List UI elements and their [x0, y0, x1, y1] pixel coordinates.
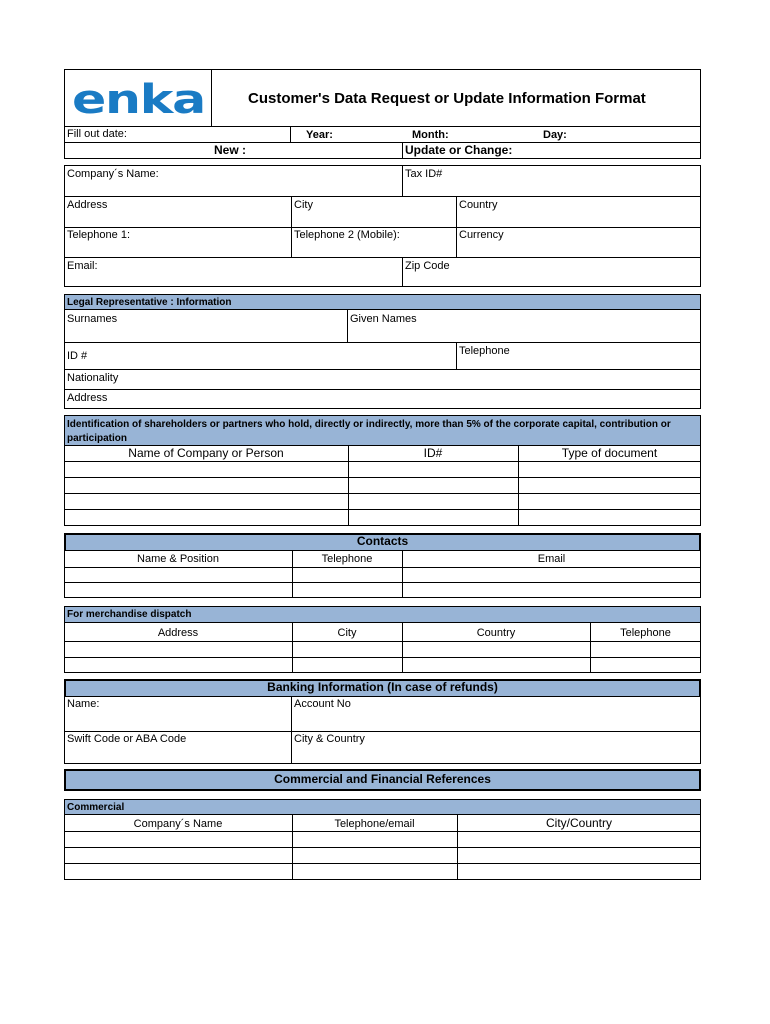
nationality-field[interactable]: Nationality — [67, 372, 119, 384]
sh-line-4 — [64, 509, 701, 510]
date-divider-2 — [402, 142, 403, 159]
address-field[interactable]: Address — [67, 199, 108, 211]
banking-section — [64, 696, 701, 764]
company-div-d — [402, 257, 403, 287]
company-section — [64, 165, 701, 287]
dispatch-header-label: For merchandise dispatch — [67, 609, 192, 620]
sh-line-3 — [64, 493, 701, 494]
tax-id-field[interactable]: Tax ID# — [405, 168, 443, 180]
dp-col-city: City — [337, 627, 357, 639]
sh-line-2 — [64, 477, 701, 478]
dp-col-telephone: Telephone — [620, 627, 671, 639]
currency-field[interactable]: Currency — [459, 229, 504, 241]
banking-header-label: Banking Information (In case of refunds) — [267, 680, 498, 694]
new-label[interactable]: New : — [214, 143, 247, 157]
bank-name-field[interactable]: Name: — [67, 698, 100, 710]
date-divider-1 — [290, 126, 291, 142]
commercial-header — [64, 799, 701, 815]
legal-line-1 — [64, 342, 701, 343]
date-row-line — [64, 142, 701, 143]
month-label: Month: — [412, 129, 449, 141]
company-div-b — [291, 196, 292, 257]
shareholders-header-line2: participation — [67, 433, 128, 444]
company-div-c — [456, 196, 457, 257]
bk-div-a — [291, 696, 292, 764]
given-names-field[interactable]: Given Names — [350, 313, 417, 325]
legal-header-label: Legal Representative : Information — [67, 297, 232, 308]
legal-div-b — [456, 342, 457, 369]
city-field[interactable]: City — [294, 199, 313, 211]
company-line-2 — [64, 227, 701, 228]
rf-col-company: Company´s Name — [133, 818, 223, 830]
ct-col-email: Email — [537, 553, 566, 565]
company-line-1 — [64, 196, 701, 197]
dp-line-1 — [64, 641, 701, 642]
rf-col-city-country: City/Country — [545, 816, 613, 830]
rf-line-1 — [64, 831, 701, 832]
legal-address-field[interactable]: Address — [67, 392, 108, 404]
ct-col-name: Name & Position — [137, 553, 219, 565]
svg-text:enka: enka — [72, 82, 205, 118]
sh-line-1 — [64, 461, 701, 462]
surnames-field[interactable]: Surnames — [67, 313, 118, 325]
bank-city-country-field[interactable]: City & Country — [294, 733, 365, 745]
country-field[interactable]: Country — [459, 199, 498, 211]
company-name-field[interactable]: Company´s Name: — [67, 168, 159, 180]
day-label: Day: — [543, 129, 567, 141]
contacts-header-label: Contacts — [356, 534, 409, 548]
sh-col-id: ID# — [423, 446, 443, 460]
ct-col-phone: Telephone — [321, 553, 373, 565]
company-logo — [72, 82, 207, 118]
company-line-3 — [64, 257, 701, 258]
sh-col-name: Name of Company or Person — [128, 446, 284, 460]
rf-col-telephone: Telephone/email — [334, 818, 415, 830]
zip-code-field[interactable]: Zip Code — [405, 260, 450, 272]
shareholders-header-line1: Identification of shareholders or partners who hold, directly or indirectly, more than 5% of the corporate capital, contribution or — [67, 419, 671, 430]
account-no-field[interactable]: Account No — [294, 698, 351, 710]
telephone2-field[interactable]: Telephone 2 (Mobile): — [294, 229, 400, 241]
rf-line-3 — [64, 863, 701, 864]
rf-line-2 — [64, 847, 701, 848]
id-field[interactable]: ID # — [67, 350, 88, 362]
dp-line-2 — [64, 657, 701, 658]
enka-logo-icon — [72, 82, 207, 118]
dp-col-country: Country — [476, 627, 516, 639]
legal-line-2 — [64, 369, 701, 370]
telephone1-field[interactable]: Telephone 1: — [67, 229, 130, 241]
legal-div-a — [347, 309, 348, 342]
legal-telephone-field[interactable]: Telephone — [459, 345, 510, 357]
company-div-a — [402, 165, 403, 196]
dp-col-address: Address — [157, 627, 199, 639]
bk-line-1 — [64, 731, 701, 732]
legal-line-3 — [64, 389, 701, 390]
references-header-label: Commercial and Financial References — [274, 772, 491, 786]
commercial-header-label: Commercial — [67, 802, 125, 813]
email-field[interactable]: Email: — [67, 260, 98, 272]
update-label[interactable]: Update or Change: — [405, 143, 513, 157]
ct-line-1 — [64, 567, 701, 568]
ct-line-2 — [64, 582, 701, 583]
sh-col-doc: Type of document — [561, 446, 658, 460]
year-label: Year: — [306, 129, 333, 141]
header-divider — [211, 69, 212, 127]
swift-code-field[interactable]: Swift Code or ABA Code — [67, 733, 187, 745]
fill-out-date-label: Fill out date: — [67, 128, 127, 140]
page-title: Customer's Data Request or Update Information Format — [248, 90, 646, 107]
